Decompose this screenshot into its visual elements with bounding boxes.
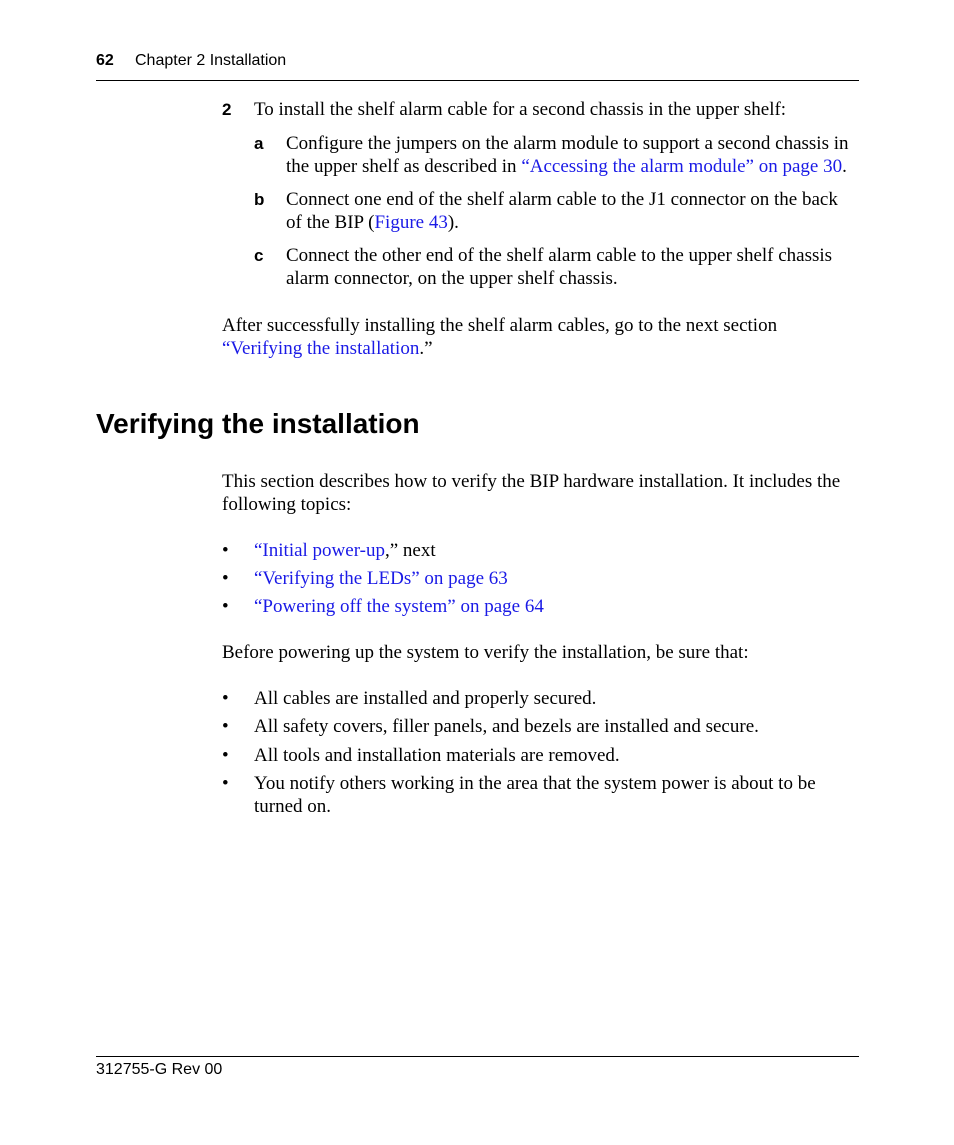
document-id: 312755-G Rev 00 [96,1061,223,1078]
substep-text-line: alarm connector, on the upper shelf chassis. [286,268,618,289]
substep-text-line: Connect one end of the shelf alarm cable to the J1 connector on the back [286,189,838,210]
substep-text-line [286,155,866,178]
substep-text: . [842,156,847,177]
paragraph-line [222,337,862,360]
substep-text-line: Configure the jumpers on the alarm module to support a second chassis in [286,133,849,154]
checklist-text: All tools and installation materials are removed. [254,745,620,766]
verifying-installation-link[interactable]: “Verifying the installation [222,338,420,359]
bullet: • [222,540,229,561]
paragraph-line: After successfully installing the shelf alarm cables, go to the next section [222,315,778,336]
bullet: • [222,568,229,589]
page-header [96,52,859,81]
powering-off-link[interactable]: “Powering off the system” on page 64 [254,596,544,617]
accessing-alarm-module-link[interactable]: “Accessing the alarm module” on page 30 [521,156,843,177]
page-number: 62 [96,52,114,69]
after-paragraph [222,314,862,360]
verifying-leds-link[interactable]: “Verifying the LEDs” on page 63 [254,568,508,589]
intro-paragraph [222,470,862,516]
substep-letter: a [254,134,264,153]
checklist-text [254,772,854,818]
initial-power-up-link[interactable]: “Initial power-up [254,540,385,561]
substep-text: the upper shelf as described in [286,156,522,177]
substep-text-line [286,211,866,234]
substep-a [286,132,866,178]
paragraph-line: This section describes how to verify the BIP hardware installation. It includes the [222,471,841,492]
bullet: • [222,773,229,794]
substep-c [286,244,866,290]
checklist-text: All cables are installed and properly secured. [254,688,597,709]
bullet: • [222,716,229,737]
checklist-text: All safety covers, filler panels, and bezels are installed and secure. [254,716,759,737]
substep-letter: b [254,190,265,209]
step-number: 2 [222,100,232,119]
checklist-line: You notify others working in the area that the system power is about to be [254,773,816,794]
substep-text: of the BIP ( [286,212,375,233]
paragraph-line: following topics: [222,494,352,515]
page-footer [96,1056,859,1079]
paragraph-text: .” [419,338,433,359]
substep-letter: c [254,246,264,265]
figure-43-link[interactable]: Figure 43 [374,212,448,233]
before-paragraph: Before powering up the system to verify the installation, be sure that: [222,642,749,663]
step-text: To install the shelf alarm cable for a second chassis in the upper shelf: [254,99,787,120]
bullet: • [222,688,229,709]
substep-b [286,188,866,234]
substep-text: ). [447,212,459,233]
chapter-title: Chapter 2 Installation [135,52,287,69]
section-heading: Verifying the installation [96,408,420,439]
bullet: • [222,596,229,617]
substep-text-line: Connect the other end of the shelf alarm cable to the upper shelf chassis [286,245,833,266]
topic-text: ,” next [385,540,436,561]
checklist-line: turned on. [254,796,332,817]
bullet: • [222,745,229,766]
